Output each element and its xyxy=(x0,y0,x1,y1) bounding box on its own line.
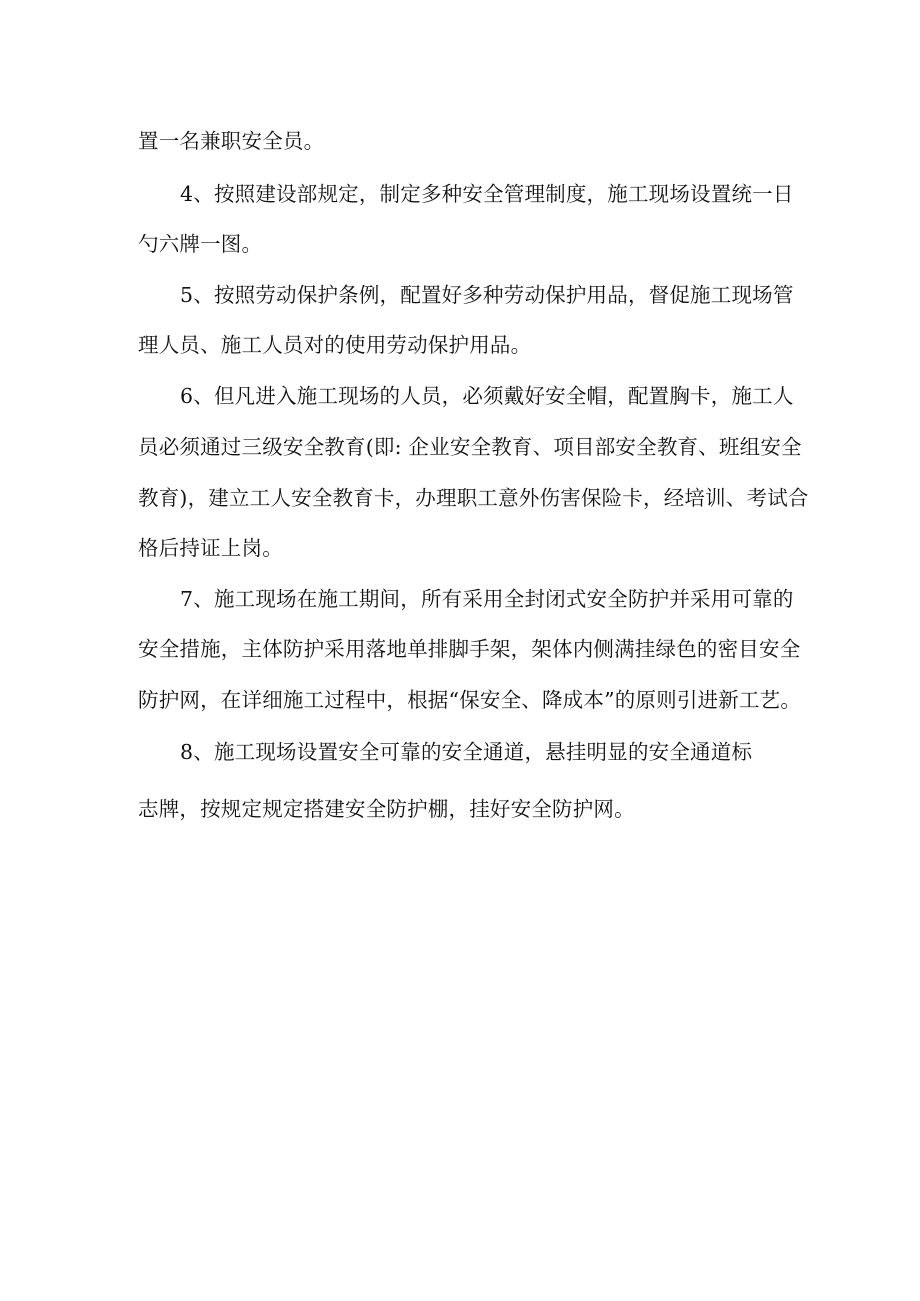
text-line-10: 7、施工现场在施工期间，所有采用全封闭式安全防护并采用可靠的 xyxy=(180,587,794,611)
text-line-5: 理人员、施工人员对的使用劳动保护用品。 xyxy=(138,333,532,357)
text-line-13: 8、施工现场设置安全可靠的安全通道，悬挂明显的安全通道标 xyxy=(180,740,753,764)
text-line-12: 防护网，在详细施工过程中，根据“保安全、降成本”的原则引进新工艺。 xyxy=(138,688,802,712)
text-line-9: 格后持证上岗。 xyxy=(138,536,283,560)
text-line-3: 勺六牌一图。 xyxy=(138,232,263,256)
text-line-2: 4、按照建设部规定，制定多种安全管理制度，施工现场设置统一日 xyxy=(180,182,794,206)
text-line-1: 置一名兼职安全员。 xyxy=(138,129,325,153)
text-line-6: 6、但凡进入施工现场的人员，必须戴好安全帽，配置胸卡，施工人 xyxy=(180,384,794,408)
text-line-4: 5、按照劳动保护条例，配置好多种劳动保护用品，督促施工现场管 xyxy=(180,283,794,307)
text-line-14: 志牌，按规定规定搭建安全防护棚，挂好安全防护网。 xyxy=(138,797,635,821)
text-line-8: 教育)，建立工人安全教育卡，办理职工意外伤害保险卡，经培训、考试合 xyxy=(138,486,809,510)
text-line-11: 安全措施，主体防护采用落地单排脚手架，架体内侧满挂绿色的密目安全 xyxy=(138,637,801,661)
text-line-7: 员必须通过三级安全教育(即: 企业安全教育、项目部安全教育、班组安全 xyxy=(138,435,802,459)
